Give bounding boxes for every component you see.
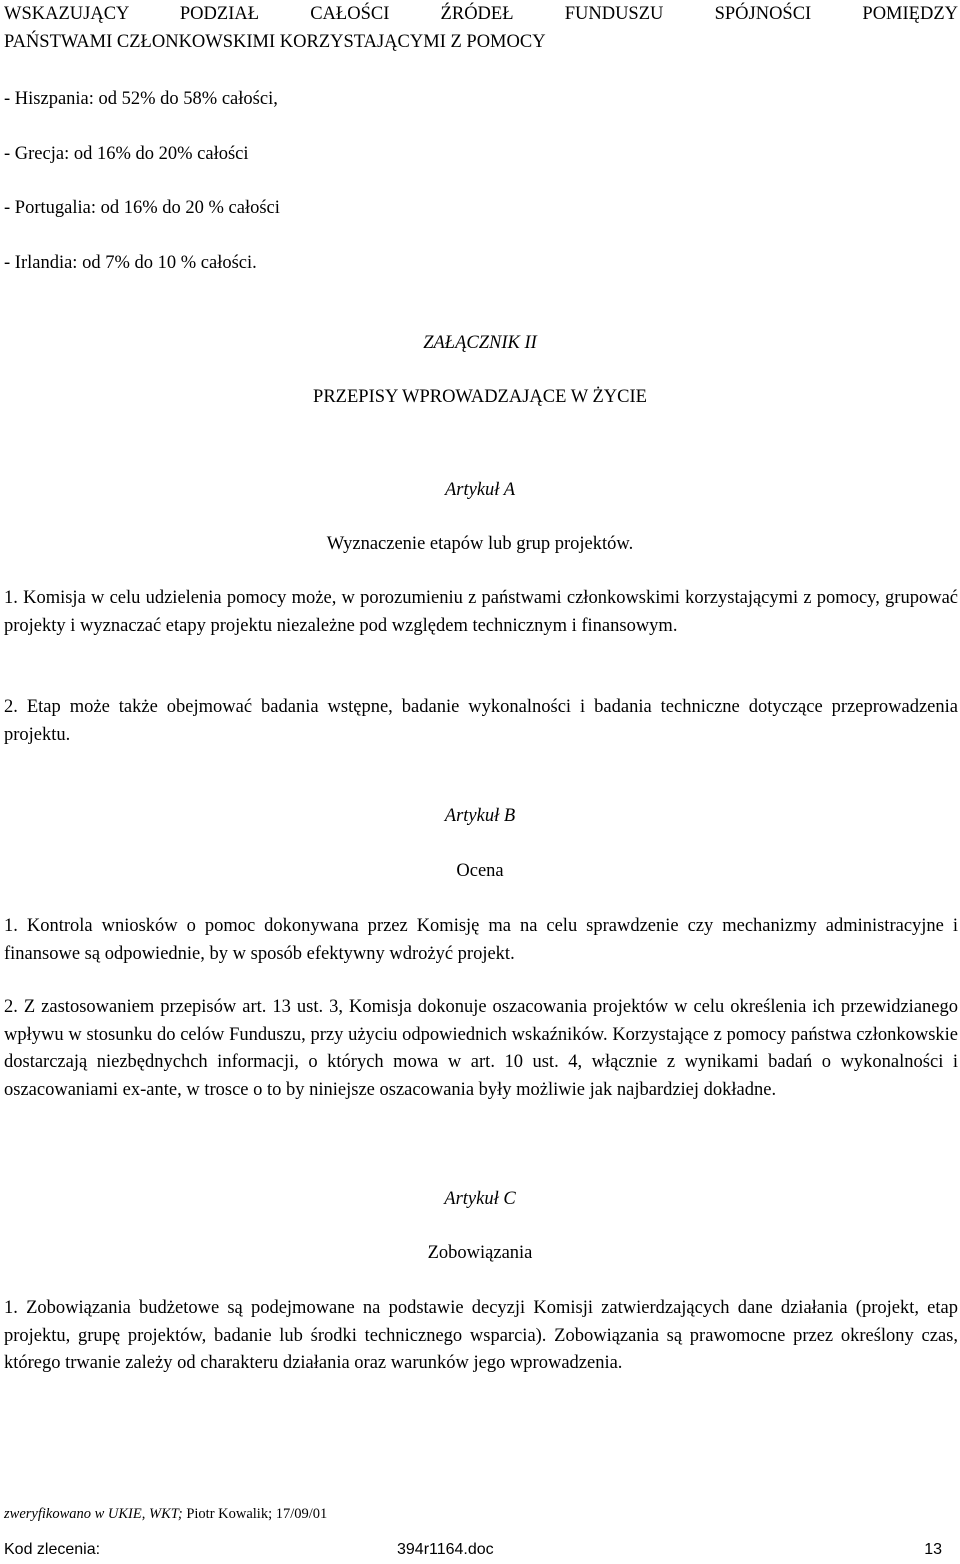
article-c-title: Artykuł C — [444, 1189, 516, 1209]
document-filename: 394r1164.doc — [397, 1541, 494, 1558]
article-b-paragraph-2 — [4, 994, 958, 1104]
annex-subtitle: PRZEPISY WPROWADZAJĄCE W ŻYCIE — [313, 387, 647, 407]
article-c-subtitle: Zobowiązania — [427, 1243, 533, 1263]
share-item-greece — [4, 141, 958, 169]
article-a-p2-text: 2. Etap może także obejmować badania wstępne, badanie wykonalności i badania techniczne dotyczące przeprowadzenia projektu. — [4, 697, 958, 745]
article-a-title: Artykuł A — [444, 480, 516, 500]
verification-rest: Piotr Kowalik; 17/09/01 — [182, 1506, 328, 1522]
article-a-p1-text: 1. Komisja w celu udzielenia pomocy może, w porozumieniu z państwami członkowskimi korzystającymi z pomocy, grupować projekty i wyznaczać etapy projektu niezależne pod względem technicznym i finansowym. — [4, 588, 958, 636]
share-item-ireland — [4, 250, 958, 278]
article-b-paragraph-1 — [4, 913, 958, 968]
share-item-spain — [4, 86, 958, 114]
article-c-p1-text: 1. Zobowiązania budżetowe są podejmowane na podstawie decyzji Komisji zatwierdzających dane działania (projekt, etap projektu, grupę projektów, badanie lub środki technicznego wsparcia). Zobowiązania są prawomocne przez określony czas, którego trwanie zależy od charakteru działania oraz warunków jego wprowadzenia. — [4, 1298, 958, 1373]
page-number: 13 — [924, 1541, 942, 1558]
article-a-paragraph-2 — [4, 694, 958, 749]
page-footer — [4, 1536, 942, 1556]
heading-line-1: WSKAZUJĄCY PODZIAŁ CAŁOŚCI ŹRÓDEŁ FUNDUSZU SPÓJNOŚCI POMIĘDZY — [4, 4, 958, 24]
article-b-p2-text: 2. Z zastosowaniem przepisów art. 13 ust. 3, Komisja dokonuje oszacowania projektów w celu określenia ich przewidzianego wpływu w stosunku do celów Funduszu, przy użyciu odpowiednich wskaźników. Korzystające z pomocy państwa członkowskie dostarczają niezbędnychch informacji, o których mowa w art. 10 ust. 4, włącznie z wynikami badań o wykonalności i oszacowaniami ex-ante, w trosce o to by niniejsze oszacowania były możliwie jak najbardziej dokładne. — [4, 997, 958, 1100]
article-a-subtitle: Wyznaczenie etapów lub grup projektów. — [326, 534, 634, 554]
share-text: - Grecja: od 16% do 20% całości — [4, 144, 249, 164]
article-b-subtitle: Ocena — [456, 861, 504, 881]
verification-note — [4, 1505, 958, 1523]
verification-italic: zweryfikowano w UKIE, WKT; — [4, 1506, 183, 1522]
share-item-portugal — [4, 195, 958, 223]
annex-title: ZAŁĄCZNIK II — [423, 333, 537, 353]
article-c-paragraph-1 — [4, 1295, 958, 1378]
share-text: - Portugalia: od 16% do 20 % całości — [4, 198, 280, 218]
share-text: - Hiszpania: od 52% do 58% całości, — [4, 89, 278, 109]
article-a-paragraph-1 — [4, 585, 958, 640]
share-text: - Irlandia: od 7% do 10 % całości. — [4, 253, 257, 273]
article-b-p1-text: 1. Kontrola wniosków o pomoc dokonywana przez Komisję ma na celu sprawdzenie czy mechanizmy administracyjne i finansowe są odpowiednie, by w sposób efektywny wdrożyć projekt. — [4, 916, 958, 964]
heading-line-2: PAŃSTWAMI CZŁONKOWSKIMI KORZYSTAJĄCYMI Z POMOCY — [4, 32, 546, 52]
order-code-label: Kod zlecenia: — [4, 1541, 101, 1558]
article-b-title: Artykuł B — [444, 806, 516, 826]
document-heading-line-2 — [4, 29, 958, 57]
document-heading — [4, 1, 958, 29]
